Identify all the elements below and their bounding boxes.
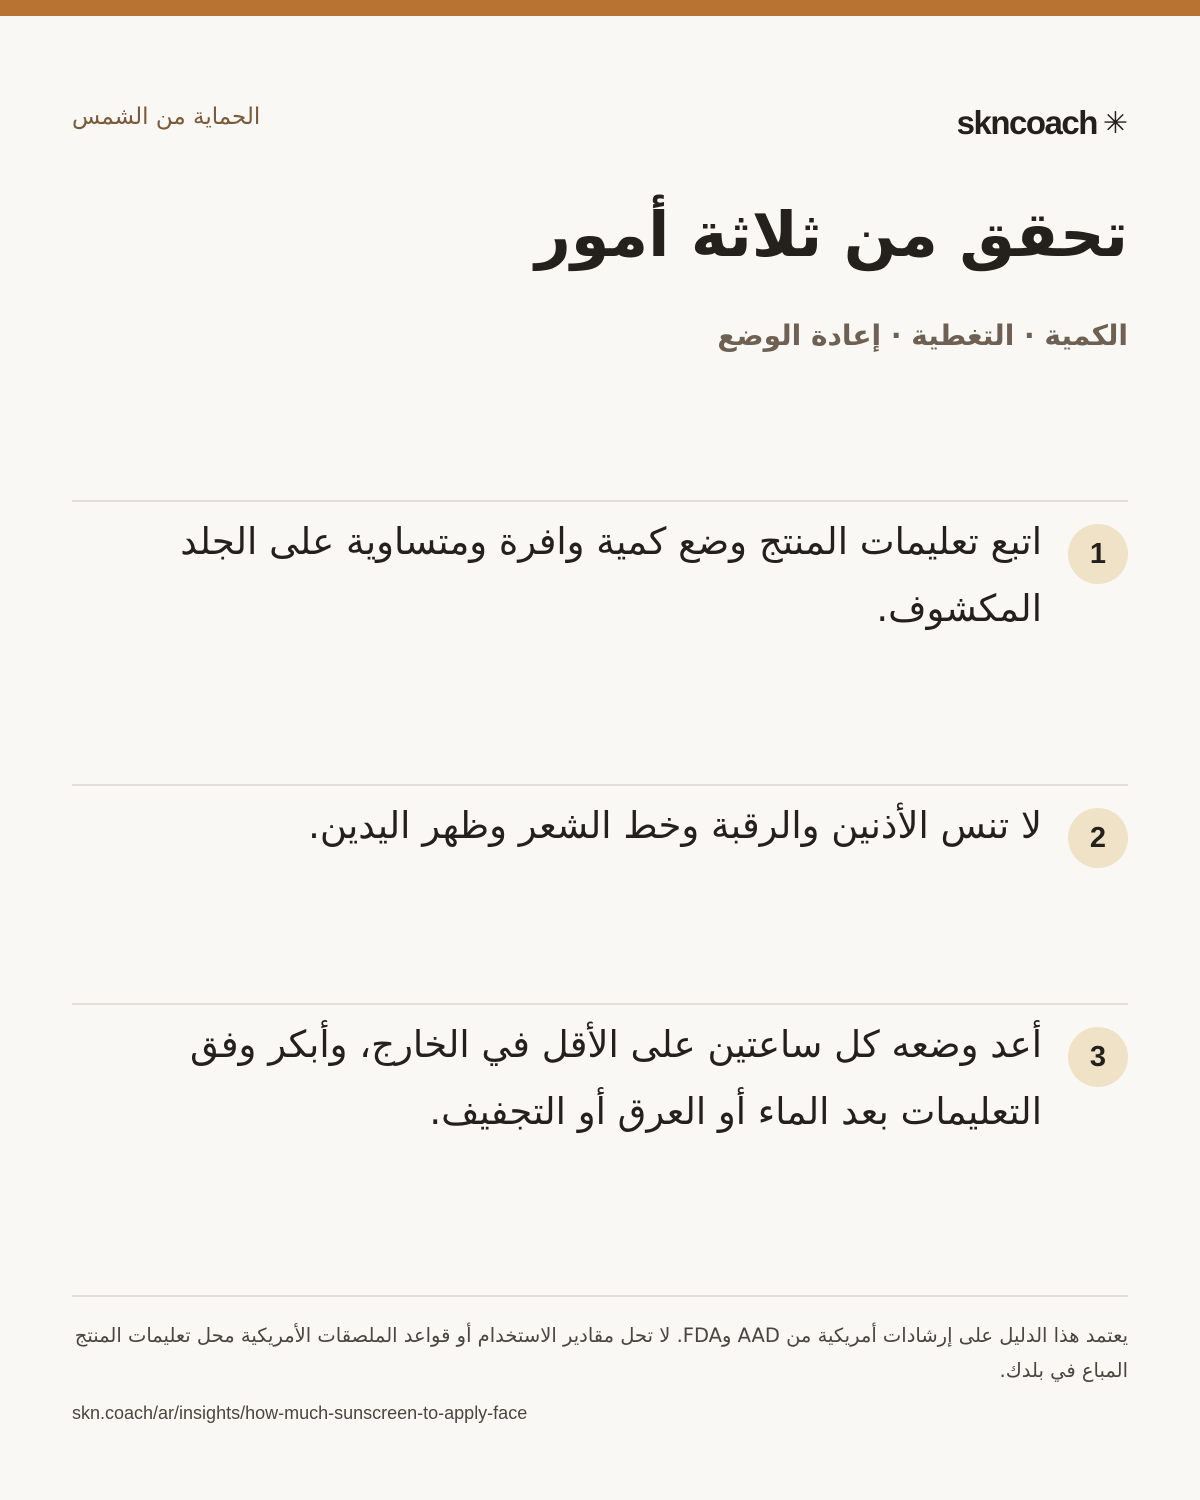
divider bbox=[72, 1003, 1128, 1005]
step-number-badge: 3 bbox=[1068, 1027, 1128, 1087]
step-text: لا تنس الأذنين والرقبة وخط الشعر وظهر اليدين. bbox=[308, 804, 1042, 847]
step-text: أعد وضعه كل ساعتين على الأقل في الخارج، وأبكر وفق التعليمات بعد الماء أو العرق أو التجفيف. bbox=[190, 1023, 1042, 1133]
page-subtitle: الكمية · التغطية · إعادة الوضع bbox=[717, 319, 1128, 352]
divider bbox=[72, 1295, 1128, 1297]
brand-name: skncoach bbox=[956, 104, 1097, 141]
step-text: اتبع تعليمات المنتج وضع كمية وافرة ومتساوية على الجلد المكشوف. bbox=[180, 520, 1042, 630]
step-number-badge: 2 bbox=[1068, 808, 1128, 868]
header bbox=[72, 100, 1128, 150]
brand-logo bbox=[957, 104, 1128, 142]
footnote: يعتمد هذا الدليل على إرشادات أمريكية من AAD وFDA. لا تحل مقادير الاستخدام أو قواعد الملصقات الأمريكية محل تعليمات المنتج المباع في بلدك. bbox=[74, 1324, 1128, 1382]
accent-bar bbox=[0, 0, 1200, 16]
category-label: الحماية من الشمس bbox=[72, 104, 261, 130]
divider bbox=[72, 500, 1128, 502]
divider bbox=[72, 784, 1128, 786]
step-number-badge: 1 bbox=[1068, 524, 1128, 584]
page-title: تحقق من ثلاثة أمور bbox=[535, 198, 1128, 271]
source-url: skn.coach/ar/insights/how-much-sunscreen-to-apply-face bbox=[72, 1403, 528, 1423]
asterisk-icon: ✳ bbox=[1102, 105, 1128, 141]
